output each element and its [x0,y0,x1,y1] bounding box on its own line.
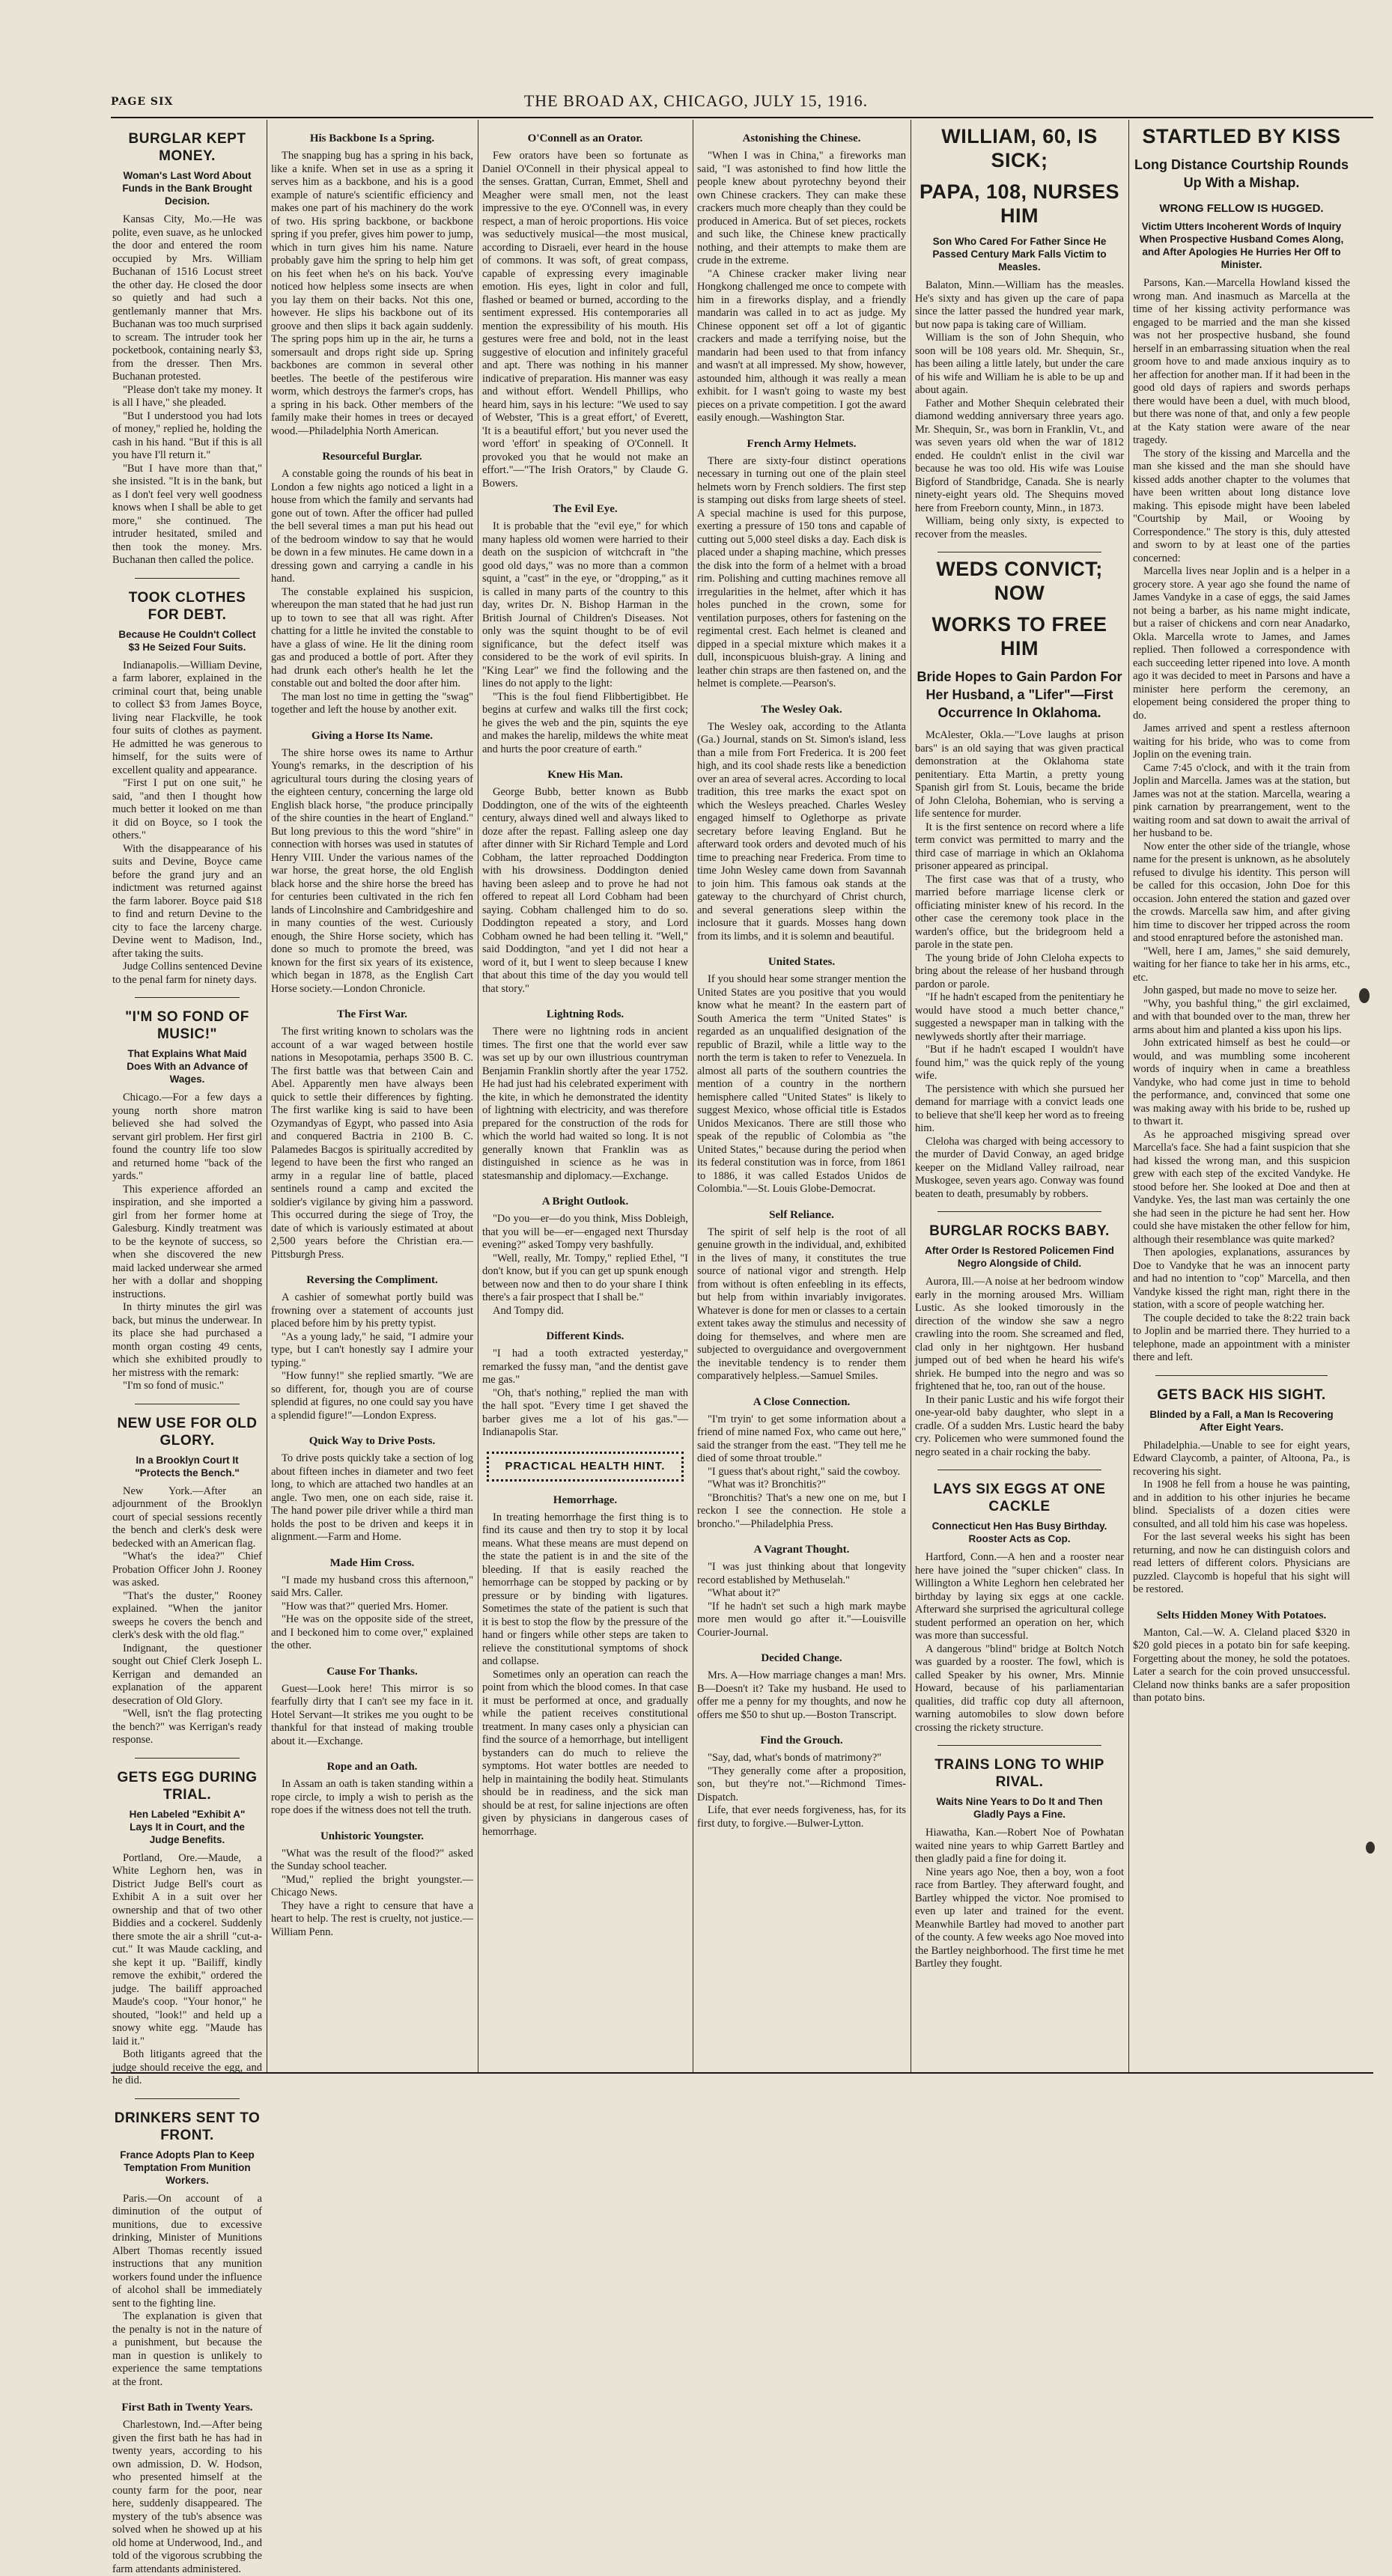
article-subhead: Connecticut Hen Has Busy Birthday. Rooster Acts as Cop. [931,1520,1107,1544]
paragraph: Cleloha was charged with being accessory to the murder of David Conway, an aged bridge keeper on the Midland Valley railroad, near Muskogee, seven years ago. Conway was found beaten to death, presumably by robbers. [915,1135,1124,1200]
article-divider [937,1745,1101,1746]
section-title: First Bath in Twenty Years. [121,2402,253,2414]
paragraph: It is probable that the "evil eye," for which many hapless old women were harried to their death on the suspicion of witchcraft in "the good old days," was no more than a common squint, a "cast" in the eye, or "dropping," as it is called in many parts of the country to this day, writes Dr. N. Bishop Harman in the British Journal of Children's Diseases. Not only was the squint thought to be of evil significance, but the defect itself was considered to be the work of evil spirits. In "King Lear" we find the following and the lines do not apply to the light: [482,520,688,689]
article-headline: GETS BACK HIS SIGHT. [1157,1386,1326,1403]
banner-headline: PAPA, 108, NURSES HIM [919,180,1120,227]
paragraph: "When I was in China," a fireworks man said, "I was astonished to find how little the people knew about pyrotechny beyond their own Chinese crackers. They can make these crackers much more cheaply than they could be produced in America. But of set pieces, rockets and such like, the Chinese knew practically nothing, and their attempts to make them are crude in the extreme. [697,150,906,267]
paragraph: "But I understood you had lots of money," replied he, holding the cash in his hand. "But if this is all you have I'll return it." [112,409,262,461]
paragraph: "What was it? Bronchitis?" [708,1479,827,1491]
paragraph: Aurora, Ill.—A noise at her bedroom window early in the morning aroused Mrs. William Lustic. As she looked timorously in the direction of the window she saw a negro crawling into the room. She screamed and fled, clad only in her nightgown. Her husband jumped out of bed when he heard his wife's shriek. He bumped into the negro and was so frightened that he, too, ran out of the house. [915,1276,1124,1392]
article [915,1470,1124,1735]
article [915,1745,1124,1971]
paragraph: George Bubb, better known as Bubb Doddington, one of the wits of the eighteenth century, always dined well and always liked to doze after the repast. Falling asleep one day after dinner with Sir Richard Temple and Lord Cobham, the latter reproached Doddington with his drowsiness. Doddington denied having been asleep and to prove he had not offered to repeat all Lord Cobham had been saying. Cobham challenged him to do so. Doddington repeated a story, and Lord Cobham owned he had been telling it. "Well," said Doddington, "and yet I did not hear a word of it, but I went to sleep because I knew that about this time of the day you would tell that story." [482,786,688,995]
article [697,1543,906,1639]
article [1133,1609,1350,1705]
article [271,450,473,717]
section-title: The First War. [337,1008,407,1020]
paragraph: "Well, isn't the flag protecting the bench?" was Kerrigan's ready response. [112,1708,262,1746]
section-title: Rope and an Oath. [326,1761,418,1773]
paragraph: A cashier of somewhat portly build was frowning over a statement of accounts just placed before him by his pretty typist. [271,1291,473,1330]
article [271,1434,473,1544]
paragraph: William is the son of John Shequin, who soon will be 108 years old. Mr. Shequin, Sr., has been ailing a little lately, but under the care of his wife and William he is able to be up and about again. [915,332,1124,396]
paragraph: "If he hadn't set such a high mark maybe more men would go after it."—Louisville Courier-Journal. [697,1600,906,1639]
article-subhead: Hen Labeled "Exhibit A" Lays It in Court, and the Judge Benefits. [129,1808,246,1845]
section-title: The Evil Eye. [553,503,618,515]
section-title: Knew His Man. [547,769,623,781]
deck-headline: Bride Hopes to Gain Pardon For Her Husband, a "Lifer"—First Occurrence In Oklahoma. [917,669,1122,720]
paragraph: Came 7:45 o'clock, and with it the train from Joplin and Marcella. James was at the station, but James was not at the station. Marcella, wearing a pink carnation by prearrangement, went to the waiting room and sat down to await the arrival of her husband to be. [1133,761,1350,839]
article [482,1008,688,1183]
paragraph: "What about it?" [708,1587,781,1599]
paragraph: John extricated himself as best he could—or would, and was mumbling some incoherent words of inquiry when in came a breathless Vandyke, who had come just in time to behold the performance, and, convinced that some one was making away with his bride to be, rushed up to thwart it. [1133,1037,1350,1127]
paragraph: "How funny!" she replied smartly. "We are so different, for, though you are of course splendid at figures, no one could say you have a splendid figure!"—London Express. [271,1370,473,1422]
newspaper-title: THE BROAD AX, CHICAGO, JULY 15, 1916. [523,91,869,110]
article [271,1273,473,1422]
banner-headline: WEDS CONVICT; NOW [936,558,1103,604]
paragraph: In their panic Lustic and his wife forgot their one-year-old baby daughter, who slept in a cradle. Of a sudden Mrs. Lustic heard the baby cry. Policemen who were summoned found the negro seated in a chair rocking the baby. [915,1393,1124,1458]
paragraph: "He was on the opposite side of the street, and I beckoned him to come over," explained the other. [271,1613,473,1651]
paragraph: Guest—Look here! This mirror is so fearfully dirty that I can't see my face in it. Hotel Servant—It strikes me you ought to be thankful for that instead of making trouble about it.—Exchange. [271,1682,473,1747]
paragraph: Philadelphia.—Unable to see for eight years, Edward Claycomb, a painter, of Altoona, Pa., is recovering his sight. [1133,1439,1350,1478]
article [915,124,1124,541]
paragraph: "How was that?" queried Mrs. Homer. [282,1600,449,1613]
article-divider [1155,1375,1328,1376]
article-headline: BURGLAR KEPT MONEY. [128,131,246,164]
paragraph: "But I have more than that," she insisted. "It is in the bank, but as I don't feel very well goodness knows when I shall be able to get more," she continued. The intruder hesitated, smiled and then took the money. Mrs. Buchanan then called the police. [112,462,262,566]
section-title: Hemorrhage. [553,1493,618,1506]
article [271,1008,473,1261]
article-subhead: Blinded by a Fall, a Man Is Recovering After Eight Years. [1149,1408,1334,1433]
article [482,1452,688,1839]
section-title: Lightning Rods. [546,1008,624,1020]
paragraph: The first writing known to scholars was the account of a war waged between hostile nations in Mesopotamia, perhaps 3500 B. C. The first battle was that between Cain and Abel. Apparently men have always been quick to settle their differences by fighting. The first warlike king is said to have been Ozymandyas of Egypt, who passed into Asia and conquered Bactria in 2100 B. C. Palamedes Bacgos is spiritually accredited by legend to have been the first who ranged an army in a regular line of battle, placed sentinels round a camp and excited the soldier's vigilance by giving him a password. This occurred during the siege of Troy, the date of which is variously estimated at about 2,500 years before the Christian era.—Pittsburgh Press. [271,1026,473,1261]
paragraph: "Why, you bashful thing," the girl exclaimed, and with that bounded over to the man, threw her arms about him and planted a kiss upon his lips. [1133,997,1350,1036]
article [697,132,906,425]
article [112,1758,262,2088]
paragraph: Father and Mother Shequin celebrated their diamond wedding anniversary three years ago. Mr. Shequin, Sr., was born in Franklin, Vt., and was seven years old when the war of 1812 ended. He couldn't enlist in the civil war because he was too old. His wife was Louise Bigford of Standbridge, Canada. She is nearly ninety-eight years old. The Shequins moved here from Freeborn county, Minn., in 1873. [915,397,1124,514]
section-title: Find the Grouch. [760,1735,843,1747]
article-subhead: Waits Nine Years to Do It and Then Gladly Pays a Fine. [936,1796,1103,1820]
column-6 [1133,120,1350,2072]
banner-headline: STARTLED BY KISS [1142,125,1341,147]
paragraph: Hartford, Conn.—A hen and a rooster near here have joined the "super chicken" class. In Willington a White Leghorn hen celebrated her birthday by laying six eggs at one cackle. Afterward she surprised the agricultural college student performed an operation on her, which was more than successful. [915,1551,1124,1642]
paragraph: It is the first sentence on record where a life term convict was permitted to marry and the third case of marriage in which an Oklahoma prisoner appeared as principal. [915,820,1124,872]
paragraph: In 1908 he fell from a house he was painting, and in addition to his other injuries he became blind. Specialists of a dozen cities were consulted, and all told him his case was hopeless. [1133,1479,1350,1530]
paragraph: This experience afforded an inspiration, and she imported a girl from her former home at Galesburg. Kindly treatment was to be the keynote of success, so when she discovered the new maid lacked underwear she armed her with a dollar and shopping instructions. [112,1183,262,1300]
paragraph: "As a young lady," he said, "I admire your type, but I can't honestly say I admire your typing." [271,1330,473,1369]
paragraph: And Tompy did. [493,1304,564,1317]
section-title: Cause For Thanks. [326,1665,418,1678]
paragraph: The spirit of self help is the root of all genuine growth in the individual, and, exhibited in the lives of many, it constitutes the true source of national vigor and strength. Help from without is often enfeebling in its effects, but help from within invariably invigorates. Whatever is done for men or classes to a certain extent takes away the stimulus and necessity of doing for themselves, and where men are subjected to overguidance and overgovernment the inevitable tendency is to render them comparatively helpless.—Samuel Smiles. [697,1225,906,1382]
column-5 [915,120,1124,2072]
paragraph: "I guess that's about right," said the cowboy. [708,1465,901,1478]
section-title: Unhistoric Youngster. [320,1830,425,1842]
paragraph: "Please don't take my money. It is all I have," she pleaded. [112,383,262,409]
section-title: A Vagrant Thought. [753,1544,850,1556]
column-1 [112,120,262,2575]
article [271,1830,473,1900]
article [271,1556,473,1653]
paragraph: The constable explained his suspicion, whereupon the man stated that he had just run up to town to see that all was right. After chatting for a little he invited the constable to have a glass of wine. He lit the dining room gas and produced a bottle of port. After they had drunk each other's health he let the constable out and bolted the door after him. [271,585,473,689]
paragraph: "This is the foul fiend Flibbertigibbet. He begins at curfew and walks till the first cock; he gives the web and the pin, squints the eye and makes the harelip, mildews the white meat and hurts the poor creature of earth." [482,690,688,755]
paragraph: "I'm tryin' to get some information about a friend of mine named Fox, who came out here," said the stranger from the east. "They tell me he died of some throat trouble." [697,1413,906,1464]
paragraph: "But if he hadn't escaped I wouldn't have found him," was the quick reply of the young wife. [915,1044,1124,1082]
section-title: Giving a Horse Its Name. [311,729,434,742]
paragraph: Kansas City, Mo.—He was polite, even suave, as he unlocked the door and entered the room occupied by Mrs. William Buchanan of 1516 Locust street the other day. He closed the door so quietly and had such a gentlemanly manner that Mrs. Buchanan was too much surprised to scream. The intruder took her pocketbook, containing nearly $3, from the dresser. Then Mrs. Buchanan protested. [112,213,262,383]
paragraph: John gasped, but made no move to seize her. [1143,984,1337,996]
section-title: Self Reliance. [769,1208,834,1221]
article [1133,1375,1350,1597]
paragraph: "They generally come after a proposition, son, but they're not."—Richmond Times-Dispatch. [697,1764,906,1803]
article-headline: NEW USE FOR OLD GLORY. [117,1415,258,1449]
paragraph: There are sixty-four distinct operations necessary in turning out one of the plain steel helmets worn by French soldiers. The first step is stamping out disks from large sheets of steel. A special machine is used for this purpose, exerting a pressure of 150 tons and capable of cutting out 5,000 steel disks a day. Each disk is placed under a shaping machine, which presses the disk into the form of a helmet with a broad rim. Polishing and cutting machines remove all irregularities in the helmet, after which it has holes punched in the crown, some for ventilation purposes, others for fastening on the regimental crest. Each helmet is cleaned and dipped in a special mixture which makes it a dull, inconspicuous bluish-gray. A lining and leather chin straps are then fastened on, and the helmet is complete.—Pearson's. [697,454,906,689]
paragraph: Both litigants agreed that the judge should receive the egg, and he did. [112,2048,262,2086]
article [697,703,906,944]
paragraph: McAlester, Okla.—"Love laughs at prison bars" is an old saying that was given practical demonstration at the Oklahoma state penitentiary. Etta Martin, a pretty young Spanish girl from St. Louis, became the bride of John Cleloha, Bohemian, who is serving a life sentence for murder. [915,729,1124,820]
paragraph: "Well, really, Mr. Tompy," replied Ethel, "I don't know, but if you can get up spunk enough between now and then to do your share I think there's a fair prospect that I shall be." [482,1252,688,1303]
article-divider [135,578,240,579]
masthead-rule [111,117,1373,118]
paragraph: "I was just thinking about that longevity record established by Methuselah." [697,1561,906,1586]
paragraph: The Wesley oak, according to the Atlanta (Ga.) Journal, stands on St. Simon's island, less than a mile from Fort Frederica. It is 200 feet high, and its cool shade rests like a benediction over an area of several acres. According to local tradition, this tree marks the exact spot on which the Wesleys preached. Charles Wesley engaged himself to Oglethorpe as private secretary before leaving England. But he afterward took orders and devoted much of his time to preaching near Frederica. From time to time John Wesley came down from Savannah to join him. This famous oak stands at the gateway to the churchyard of Christ church, and several generations sleep within the inclosure that it guards. Mosses hang down from its limbs, and it is solemn and beautiful. [697,720,906,943]
paragraph: In thirty minutes the girl was back, but minus the underwear. In its place she had purchased a month organ costing 49 cents, which she exhibited proudly to her mistress with the remark: [112,1301,262,1379]
paragraph: Indianapolis.—William Devine, a farm laborer, explained in the criminal court that, being unable to collect $3 from James Boyce, living near Flackville, he took four suits of clothes as payment. He admitted he was generous to himself, for the suits were of excellent quality and appearance. [112,659,262,776]
banner-headline: WILLIAM, 60, IS SICK; [941,125,1098,171]
section-title: A Close Connection. [753,1395,851,1408]
ink-blot [1359,988,1370,1003]
paragraph: "I made my husband cross this afternoon," said Mrs. Caller. [271,1574,473,1599]
section-title: His Backbone Is a Spring. [309,133,435,144]
paragraph: The couple decided to take the 8:22 train back to Joplin and be married there. They hurried to a telephone, made an appointment with a minister there and left. [1133,1312,1350,1363]
article-divider [937,1211,1101,1212]
bottom-rule [111,2072,1373,2074]
paragraph: James arrived and spent a restless afternoon waiting for his bride, who was to come from Joplin on the evening train. [1133,722,1350,761]
paragraph: William, being only sixty, is expected to recover from the measles. [915,515,1124,541]
paragraph: "Mud," replied the bright youngster.—Chicago News. [271,1873,473,1898]
paragraph: "Oh, that's nothing," replied the man with the hall spot. "Every time I get shaved the barber gives me a lot of his gas."—Indianapolis Star. [482,1386,688,1438]
paragraph: The snapping bug has a spring in his back, like a knife. When set in use as a spring it serves him as a backbone, and his is a good example of nature's scientific efficiency and makes one part of his machinery do the work of two. His spring backbone, or backbone spring if you prefer, gives him power to jump, which in turn gives him his name. Nature probably gave him the spring to help him get on his feet when he's on his back. You've noticed how helpless some insects are when you lay them on their backs. Not this one, however. He slips his backbone out of its groove and then slips it back again suddenly. The spring pops him up in the air, he turns a somersault and drops right side up. Spring backbones are common in several other beetles. The beetle of the pestiferous wire worm, which destroys the farmer's crops, has a spring in his back. Other members of the family make their homes in trees or decayed wood.—Philadelphia North American. [271,150,473,437]
paragraph: Mrs. A—How marriage changes a man! Mrs. B—Doesn't it? Take my husband. He used to offer me a penny for my thoughts, and now he offers me $50 to shut up.—Boston Transcript. [697,1669,906,1721]
article [482,1330,688,1440]
paragraph: The first case was that of a trusty, who married before marriage license clerk or officiating minister knew of his record. In the other case the ceremony took place in the warden's office, but the bridegroom held a parole in the state pen. [915,873,1124,951]
article-divider [135,1758,240,1759]
paragraph: Chicago.—For a few days a young north shore matron believed she had solved the servant girl problem. Her first girl found the country life too slow and returned home "back of the yards." [112,1091,262,1182]
article-headline: WRONG FELLOW IS HUGGED. [1159,202,1324,215]
article-subhead: In a Brooklyn Court It "Protects the Bench." [135,1454,240,1479]
article [915,552,1124,1201]
masthead [0,88,1392,118]
article [482,768,688,996]
paragraph: Marcella lives near Joplin and is a helper in a grocery store. A year ago she found the name of James Vandyke in a case of eggs, the said James not being a barber, as his name might indicate, but a raiser of chickens and corn near Anadarko, Okla. Marcella wrote to James, and James replied. Then followed a correspondence with each succeeding letter ripened into love. A month ago it was decided to meet in Parsons and have a minister here perform the ceremony, an elopement being considered the proper thing to do. [1133,565,1350,722]
paragraph: "Do you—er—do you think, Miss Dobleigh, that you will be—er—engaged next Thursday evening?" asked Tompy very bashfully. [482,1213,688,1251]
paragraph: The story of the kissing and Marcella and the man she kissed and the man she should have kissed adds another chapter to the volumes that have been written about long distance love making. This episode might have been labeled "Courtship by Mail, or Wooing by Correspondence." The story is this, duly attested and sworn to by at least one of the parties concerned: [1133,447,1350,564]
article [915,1211,1124,1459]
paragraph: If you should hear some stranger mention the United States are you positive that you would know what he meant? In the eastern part of South America the term "United States" is regarded as an unqualified designation of the republic of Brazil, while a little way to the north the term is taken to refer to Venezuela. In almost all parts of the southern countries the mention of a country in the northern hemisphere called "United States" is likely to suggest Mexico, whose official title is Estados Unidos Mexicanos. There are still those who speak of the republic of Colombia as "the United States," because during the period when its federal constitution was in force, from 1861 to 1886, it was called Estados Unidos de Colombia."—St. Louis Globe-Democrat. [697,973,906,1195]
paragraph: A constable going the rounds of his beat in London a few nights ago noticed a light in a house from which the family and servants had gone out of town. After the officer had pulled the bell several times a man put his head out of the bedroom window to say that he would be down in a few minutes. He came down in a dressing gown and carrying a candle in his hand. [271,468,473,585]
paragraph: New York.—After an adjournment of the Brooklyn court of special sessions recently the bench and clerk's desk were bedecked with an American flag. [112,1485,262,1550]
article [271,1760,473,1818]
article-headline: DRINKERS SENT TO FRONT. [114,2110,261,2143]
column-divider [1128,120,1129,2072]
paragraph: "First I put on one suit," he said, "and then I thought how much better it looked on me than it did on Boyce, so I took the others." [112,777,262,841]
article [112,578,262,987]
paragraph: As he approached misgiving spread over Marcella's face. She had a faint suspicion that she had kissed the wrong man, and this suspicion grew with each step of the excited Vandyke. He stood before her. She looked at Doe and then at Vandyke. Yes, the last man was certainly the one she had seen in the picture he had sent her. How could she have mistaken the other fellow for him, although their resemblance was quite marked? [1133,1128,1350,1246]
article [271,1665,473,1749]
page-number-label: PAGE SIX [111,96,174,108]
article [697,1804,906,1830]
paragraph: "What's the idea?" Chief Probation Officer John J. Rooney was asked. [112,1550,262,1589]
article [112,997,262,1393]
paragraph: To drive posts quickly take a section of log about fifteen inches in diameter and two feet long, to which are attached two handles at an angle. Two men, one on each side, raise it. The hand power pile driver while a third man holds the post to be driven and keeps it in alignment.—Farm and Home. [271,1452,473,1543]
article [697,1734,906,1804]
article-subhead: After Order Is Restored Policemen Find Negro Alongside of Child. [925,1245,1114,1269]
paragraph: With the disappearance of his suits and Devine, Boyce came before the grand jury and an indictment was returned against the farm laborer. Boyce paid $18 to find and return Devine to the city to face the larceny charge. Devine went to Madison, Ind., after taking the suits. [112,842,262,960]
section-title: A Bright Outlook. [541,1196,629,1208]
paragraph: The man lost no time in getting the "swag" together and left the house by another exit. [271,690,473,716]
section-title: The Wesley Oak. [761,703,842,716]
column-2 [271,120,473,2072]
article-subhead: Victim Utters Incoherent Words of Inquiry When Prospective Husband Comes Along, and After Apologies He Hurries Her Off to Minister. [1139,221,1344,270]
section-title: United States. [768,956,836,968]
article [112,130,262,567]
section-title: French Army Helmets. [747,437,857,450]
paragraph: A dangerous "blind" bridge at Boltch Notch was guarded by a rooster. The fowl, which is called Speaker by his owner, Mrs. Minnie Howard, because of his parliamentarian qualities, did traffic cop duty all afternoon, warning automobiles to slow down before crossing the rickety structure. [915,1642,1124,1734]
article-subhead: That Explains What Maid Does With an Advance of Wages. [127,1048,248,1085]
section-title: Selts Hidden Money With Potatoes. [1156,1609,1327,1622]
section-title: Resourceful Burglar. [322,451,422,463]
article [697,1651,906,1722]
article [112,2401,262,2576]
column-4 [697,120,906,2072]
section-title: Reversing the Compliment. [306,1274,438,1286]
paragraph: The explanation is given that the penalty is not in the nature of a punishment, but because the man in question is unlikely to experience the same temptations at the front. [112,2310,262,2388]
article-subhead: France Adopts Plan to Keep Temptation From Munition Workers. [120,2149,255,2186]
article-subhead: Woman's Last Word About Funds in the Bank Brought Decision. [122,170,252,207]
article [482,502,688,756]
paragraph: Life, that ever needs forgiveness, has, for its first duty, to forgive.—Bulwer-Lytton. [697,1804,906,1830]
article [1133,124,1350,1365]
paragraph: "That's the duster," Rooney explained. "When the janitor sweeps he covers the bench and clerk's desk with the old flag." [112,1589,262,1641]
article [697,955,906,1196]
section-title: Different Kinds. [546,1330,624,1342]
paragraph: "I'm so fond of music." [123,1380,224,1392]
paragraph: The young bride of John Cleloha expects to bring about the release of her husband through pardon or parole. [915,951,1124,990]
article [112,2098,262,2390]
article [271,729,473,996]
section-title: O'Connell as an Orator. [527,133,643,144]
paragraph: The persistence with which she pursued her demand for marriage with a convict leads one to believe that she'll keep her word as to freeing him. [915,1083,1124,1134]
paragraph: There were no lightning rods in ancient times. The first one that the world ever saw was set up by our own illustrious countryman Benjamin Franklin shortly after the year 1752. He had just had his celebrated experiment with the kite, in which he demonstrated the identity of lightning with electricity, and was therefore prepared for the construction of the rods for which the world had waited so long. It is not generally known that Franklin was as distinguished in science as he was in statesmanship and diplomacy.—Exchange. [482,1026,688,1182]
article-divider [135,2098,240,2099]
section-title: Astonishing the Chinese. [742,133,861,144]
article [271,1900,473,1940]
paragraph: Nine years ago Noe, then a boy, won a foot race from Bartley. They afterward fought, and Bartley whipped the victor. Noe promised to even up later and trained for the event. Meanwhile Bartley had moved to another part of the county. A few weeks ago Noe moved into the Bartley neighborhood. The first time he met Bartley they fought. [915,1866,1124,1970]
article-headline: LAYS SIX EGGS AT ONE CACKLE [933,1482,1106,1514]
paragraph: Indignant, the questioner sought out Chief Clerk Joseph L. Kerrigan and demanded an explanation of the apparent desecration of Old Glory. [112,1642,262,1707]
paragraph: The shire horse owes its name to Arthur Young's remarks, in the description of his agricultural tours during the closing years of the eighteen century, concerning the large old English black horse, "the produce principally of the shire counties in the heart of England." But long previous to this the word "shire" in connection with horses was used in statutes of Henry VIII. Under the various names of the war horse, the great horse, the old English black horse and the shire horse the breed has for centuries been cultivated in the rich fen lands of Lincolnshire and Cambridgeshire and in many counties of the west. Curiously enough, the Shire Horse society, which has done so much to promote the breed, was known for the first six years of its existence, which began in 1878, as the English Cart Horse society.—London Chronicle. [271,746,473,995]
paragraph: "Well, here I am, James," she said demurely, waiting for her fiance to take her in his arms, etc., etc. [1133,945,1350,984]
paragraph: Manton, Cal.—W. A. Cleland placed $320 in $20 gold pieces in a potato bin for safe keeping. Forgetting about the money, he sold the potatoes. Later a search for the coin proved unsuccessful. Cleland now thinks banks are a safer proposition than potato bins. [1133,1626,1350,1704]
paragraph: Charlestown, Ind.—After being given the first bath he has had in twenty years, according to his own admission, D. W. Hodson, who presented himself at the county farm for the poor, near here, suddenly disappeared. The mystery of the tub's absence was solved when he showed up at his old home at Underwood, Ind., and told of the vigorous scrubbing the farm attendants administered. [112,2419,262,2575]
paragraph: They have a right to censure that have a heart to help. The rest is cruelty, not justice.—William Penn. [271,1899,473,1938]
ink-blot [1366,1842,1375,1854]
paragraph: Hiawatha, Kan.—Robert Noe of Powhatan waited nine years to whip Garrett Bartley and then gladly paid a fine for doing it. [915,1827,1124,1865]
article-headline: GETS EGG DURING TRIAL. [117,1769,258,1803]
article [697,1208,906,1383]
paragraph: Sometimes only an operation can reach the point from which the blood comes. In that case it must be performed at once, and gradually while the patient receives constitutional treatment. In many cases only a physician can find the source of a hemorrhage, but intelligent bystanders can do much to relieve the symptoms. Hot water bottles are needed to help in maintaining the bodily heat. Stimulants should be in readiness, and the sick man should be at rest, for saline injections are often given by physicians in dangerous cases of hemorrhage. [482,1668,688,1838]
paragraph: For the last several weeks his sight has been returning, and now he can distinguish colors and read letters of different colors. Physicians are puzzled. Claycomb is hopeful that his sight will be restored. [1133,1531,1350,1595]
article [697,1395,906,1532]
article [271,132,473,438]
paragraph: Portland, Ore.—Maude, a White Leghorn hen, was in District Judge Bell's court as Exhibit A in a suit over her ownership and that of two other Biddies and a cockerel. Suddenly there smote the air a shrill "cut-a-cut." It was Maude cackling, and she kept it up. "Bailiff, kindly remove the exhibit," ordered the judge. The bailiff approached Maude's coop. "Your honor," he shouted, "look!" and held up a snowy white egg. "Maude has laid it." [112,1851,262,2047]
banner-headline: WORKS TO FREE HIM [931,613,1107,660]
paragraph: Then apologies, explanations, assurances by Doe to Vandyke that he was an innocent party and had no intention to "cop" Marcella, and then Vandyke kissed the right man, right there in the station, with a score of people watching her. [1133,1246,1350,1311]
article [697,437,906,691]
article [482,1195,688,1318]
article-headline: "I'M SO FOND OF MUSIC!" [125,1009,249,1042]
paragraph: In treating hemorrhage the first thing is to find its cause and then try to stop it by local means. What these means are must depend on the state the patient is in and the site of the bleeding. If that is easily reached the hemorrhage can be stopped by packing or by pressure or by binding with ligatures. Sometimes the state of the patient is such that it is best to stop the flow by the pressure of the hand or fingers while other steps are taken to relieve the constitutional symptoms of shock and collapse. [482,1511,688,1667]
article [112,1404,262,1747]
paragraph: Paris.—On account of a diminution of the output of munitions, due to excessive drinking, Minister of Munitions Albert Thomas recently issued instructions that any munition workers found under the influence of alcohol shall be immediately sent to the fighting line. [112,2192,262,2309]
paragraph: "What was the result of the flood?" asked the Sunday school teacher. [271,1847,473,1872]
article-headline: BURGLAR ROCKS BABY. [929,1223,1110,1239]
section-title: Decided Change. [761,1652,842,1664]
article-headline: TOOK CLOTHES FOR DEBT. [128,589,246,623]
article-divider [135,997,240,998]
health-hint-box-title: PRACTICAL HEALTH HINT. [487,1452,684,1482]
paragraph: Balaton, Minn.—William has the measles. He's sixty and has given up the care of papa since the latter passed the hundred year mark, but now papa is taking care of William. [915,279,1124,331]
article-headline: TRAINS LONG TO WHIP RIVAL. [934,1757,1104,1790]
paragraph: Judge Collins sentenced Devine to the penal farm for ninety days. [112,960,262,986]
paragraph: "Say, dad, what's bonds of matrimony?" [708,1752,882,1764]
paragraph: "If he hadn't escaped from the penitentiary he would have stood a much better chance," suggested a newspaper man in talking with the newlyweds shortly after their marriage. [915,991,1124,1043]
column-3 [482,120,688,2072]
section-title: Quick Way to Drive Posts. [309,1435,436,1447]
paragraph: "I had a tooth extracted yesterday," remarked the fussy man, "and the dentist gave me gas." [482,1348,688,1386]
paragraph: Now enter the other side of the triangle, whose name for the present is unknown, as he absolutely refused to divulge his identity. This person will be called for this occasion, John Doe for this occasion. John entered the station and gazed over the crowds. Marcella saw him, and after giving him time to discover her tripped across the room and stood enraptured before the astonished man. [1133,840,1350,944]
paragraph: In Assam an oath is taken standing within a rope circle, to imply a wish to perish as the rope does if the witness does not tell the truth. [271,1778,473,1816]
paragraph: "A Chinese cracker maker living near Hongkong challenged me once to compete with him in a fireworks display, and a friendly mandarin was called in to act as judge. My Chinese opponent set off a lot of gigantic crackers and made a terrifying noise, but the mandarin had been used to that from infancy and wasn't at all impressed. My show, however, astounded him, although it was really a mean exhibit. for I wasn't going to waste my best pieces on a private competition. I got the award easily enough.—Washington Star. [697,267,906,424]
paragraph: Few orators have been so fortunate as Daniel O'Connell in their physical appeal to the senses. Grattan, Curran, Emmet, Shell and Meagher were small men, not the least impressive to the eye. O'Connell was, in every respect, a man of heroic proportions. His voice was seductively musical—the most musical, according to Disraeli, ever heard in the house of commons. It was soft, of great compass, capable of expressing every imaginable emotion. His eyes, light in color and full, flashed or beamed or burned, according to the sentiment expressed. His contemporaries all mention the expressibility of his mouth. His gestures were free and bold, not in the least suggestive of elocution and infinitely graceful and apt. There was nothing in his manner indicative of preparation. His manner was easy and without effort. Wendell Phillips, who heard him, says in his lecture: "We used to say of Webster, 'This is a great effort,' of Everett, 'It is a beautiful effort,' but you never used the word 'effort' in speaking of O'Connell. It provoked you that he would not make an effort."—"The Irish Orators," by Claude G. Bowers. [482,150,688,490]
paragraph: "Bronchitis? That's a new one on me, but I reckon I see the connection. He stole a broncho."—Philadelphia Press. [697,1491,906,1530]
deck-headline: Long Distance Courtship Rounds Up With a Mishap. [1134,157,1349,190]
article-subhead: Son Who Cared For Father Since He Passed Century Mark Falls Victim to Measles. [932,236,1107,272]
article-subhead: Because He Couldn't Collect $3 He Seized Four Suits. [118,628,256,653]
section-title: Made Him Cross. [329,1556,415,1569]
article [482,132,688,490]
paragraph: Parsons, Kan.—Marcella Howland kissed the wrong man. And inasmuch as Marcella at the time of her kissing activity performance was engaged to be married and the man she kissed was not her prospective husband, she found herself in an embarrassing situation when the real groom hove to and made anxious inquiry as to her affection for another man. If it had been in the good old days of rapiers and swords perhaps there would have been a duel, with much blood, but there was none of that, and only a few people at the Katy station were aware of the near tragedy. [1133,277,1351,446]
